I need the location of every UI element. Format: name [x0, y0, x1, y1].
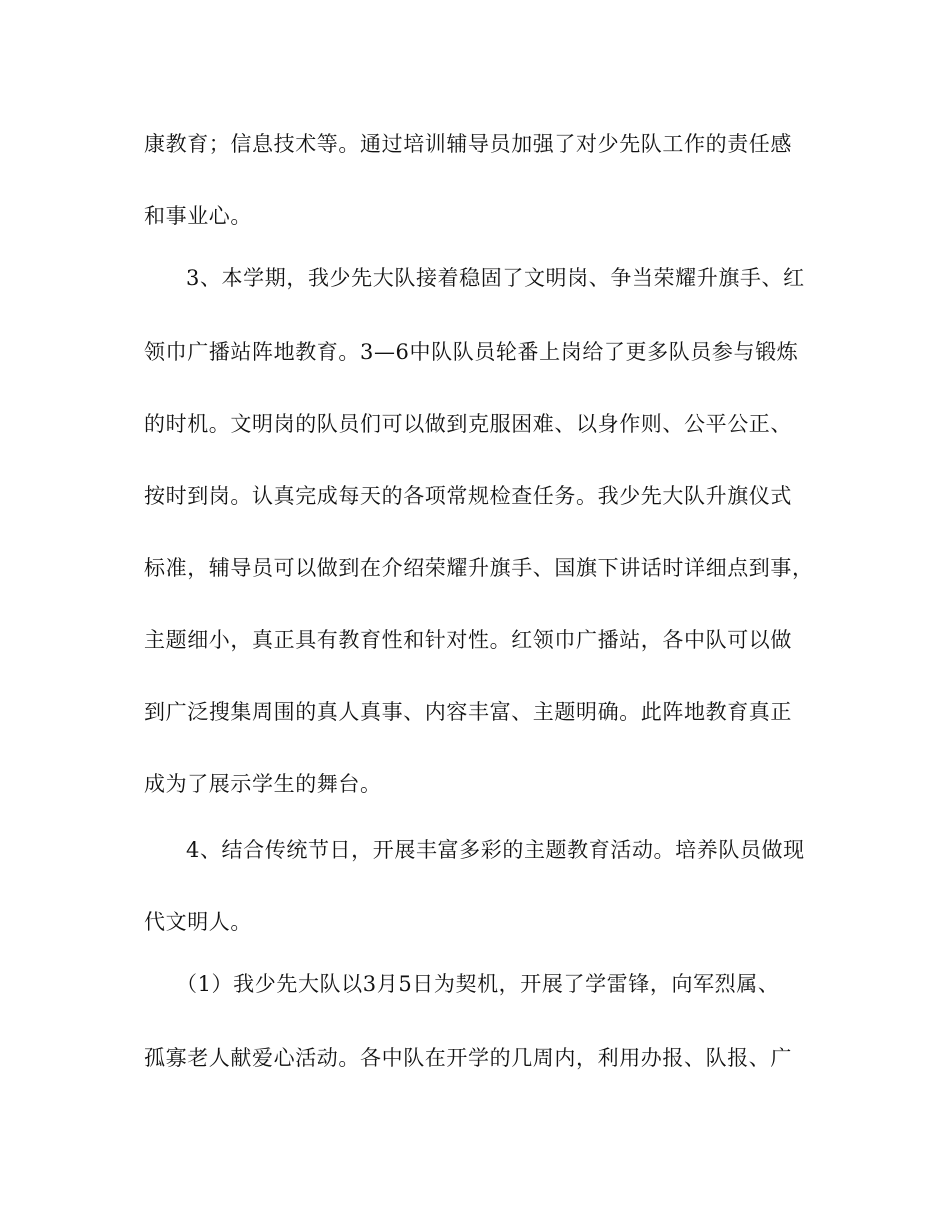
paragraph-line: 3、本学期，我少先大队接着稳固了文明岗、争当荣耀升旗手、红: [186, 266, 805, 290]
paragraph-line: 康教育；信息技术等。通过培训辅导员加强了对少先队工作的责任感: [144, 132, 792, 156]
paragraph-line: 主题细小，真正具有教育性和针对性。红领巾广播站，各中队可以做: [144, 628, 792, 652]
paragraph-line: 按时到岗。认真完成每天的各项常规检查任务。我少先大队升旗仪式: [144, 484, 792, 508]
paragraph-line: 领巾广播站阵地教育。3—6中队队员轮番上岗给了更多队员参与锻炼: [144, 340, 799, 364]
paragraph-line: 标准，辅导员可以做到在介绍荣耀升旗手、国旗下讲话时详细点到事，: [144, 556, 814, 580]
paragraph-line: 到广泛搜集周围的真人真事、内容丰富、主题明确。此阵地教育真正: [144, 700, 792, 724]
paragraph-line: （1）我少先大队以3月5日为契机，开展了学雷锋，向军烈属、: [176, 972, 780, 996]
paragraph-line: 代文明人。: [144, 910, 252, 934]
paragraph-line: 的时机。文明岗的队员们可以做到克服困难、以身作则、公平公正、: [144, 412, 792, 436]
paragraph-line: 成为了展示学生的舞台。: [144, 772, 382, 796]
paragraph-line: 孤寡老人献爱心活动。各中队在开学的几周内，利用办报、队报、广: [144, 1046, 792, 1070]
paragraph-line: 和事业心。: [144, 204, 252, 228]
paragraph-line: 4、结合传统节日，开展丰富多彩的主题教育活动。培养队员做现: [186, 838, 805, 862]
